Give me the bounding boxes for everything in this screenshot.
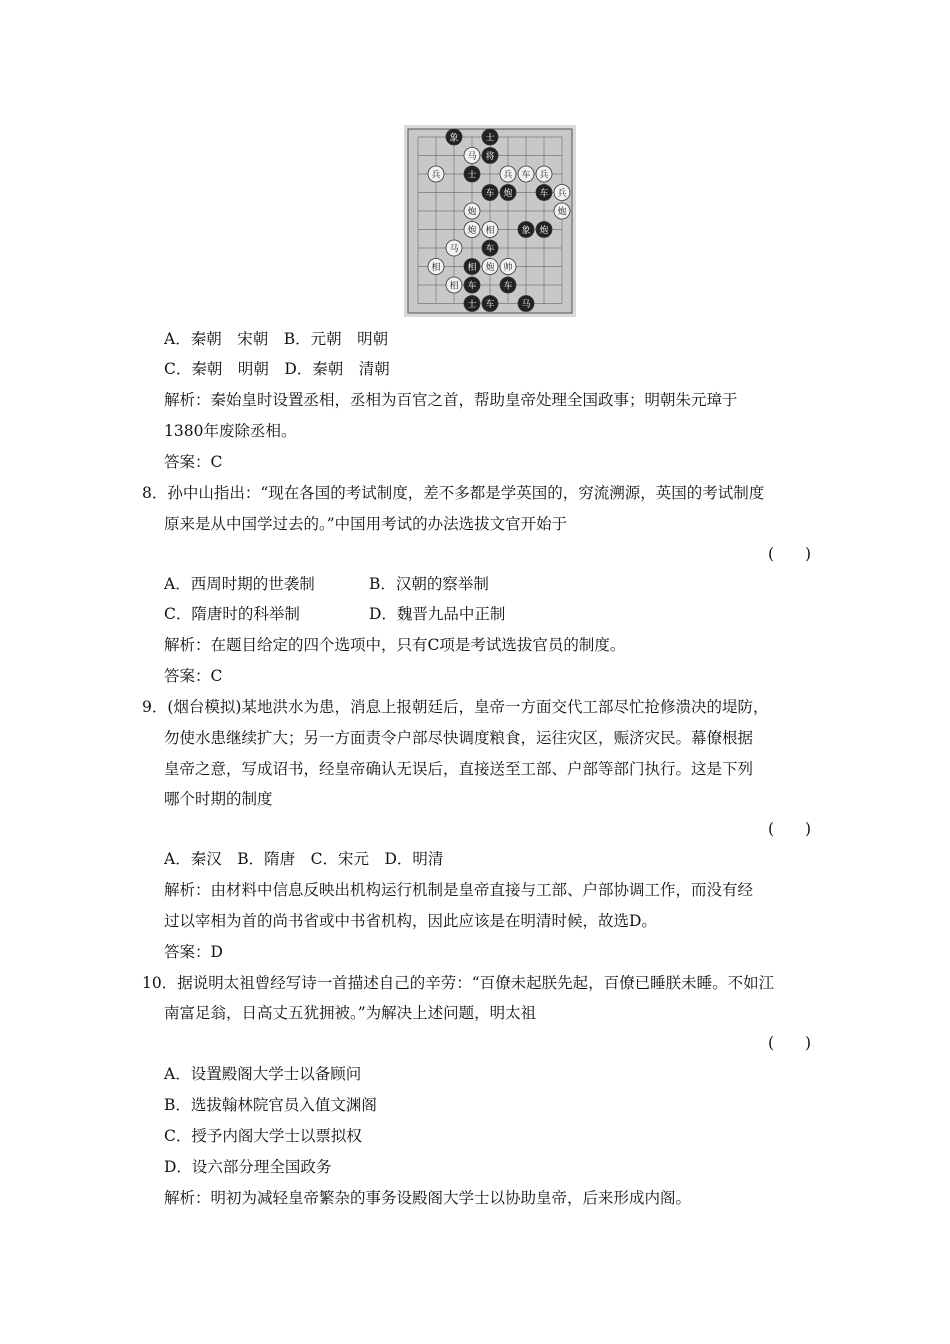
black-piece <box>464 277 480 293</box>
black-piece <box>464 166 480 182</box>
black-piece <box>482 185 498 201</box>
red-piece <box>428 259 444 275</box>
red-piece <box>500 259 516 275</box>
svg-text:车: 车 <box>485 300 495 310</box>
svg-text:兵: 兵 <box>539 170 549 181</box>
svg-text:象: 象 <box>449 133 459 144</box>
q7-options-cd: C．秦朝 明朝 D．秦朝 清朝 <box>164 360 390 378</box>
svg-text:马: 马 <box>467 152 477 162</box>
svg-text:相: 相 <box>485 226 495 236</box>
svg-text:相: 相 <box>467 263 477 273</box>
black-piece <box>536 185 552 201</box>
black-piece <box>482 129 498 145</box>
q7-analysis-line2: 1380年废除丞相。 <box>164 422 297 440</box>
q10-stem-line1: 10．据说明太祖曾经写诗一首描述自己的辛劳：“百僚未起朕先起，百僚已睡朕未睡。不如江 <box>142 974 775 992</box>
svg-text:炮: 炮 <box>539 226 549 236</box>
svg-text:车: 车 <box>503 281 513 292</box>
svg-text:士: 士 <box>467 170 477 181</box>
q9-answer: 答案：D <box>164 943 223 961</box>
black-piece <box>518 222 534 238</box>
q9-stem-line3: 皇帝之意，写成诏书，经皇帝确认无误后，直接送至工部、户部等部门执行。这是下列 <box>164 760 754 778</box>
svg-text:士: 士 <box>485 133 495 144</box>
svg-text:炮: 炮 <box>557 207 567 218</box>
q8-stem-line2: 原来是从中国学过去的。”中国用考试的办法选拔文官开始于 <box>164 515 568 533</box>
black-piece <box>536 222 552 238</box>
q9-analysis-line2: 过以宰相为首的尚书省或中书省机构，因此应该是在明清时候，故选D。 <box>164 912 657 930</box>
black-piece <box>482 148 498 164</box>
svg-text:车: 车 <box>521 170 531 181</box>
q8-option-a: A．西周时期的世袭制 <box>164 575 315 593</box>
svg-text:炮: 炮 <box>485 263 495 273</box>
chess-board-image <box>404 125 576 317</box>
svg-text:相: 相 <box>431 263 441 273</box>
red-piece <box>464 222 480 238</box>
black-piece <box>518 296 534 312</box>
q7-options-ab: A．秦朝 宋朝 B．元朝 明朝 <box>164 330 389 348</box>
q8-stem-line1: 8．孙中山指出：“现在各国的考试制度，差不多都是学英国的，穷流溯源，英国的考试制度 <box>142 484 765 502</box>
svg-text:兵: 兵 <box>557 189 567 199</box>
q8-answer: 答案：C <box>164 667 223 685</box>
red-piece <box>518 166 534 182</box>
svg-text:炮: 炮 <box>467 207 477 218</box>
q10-option-d: D．设六部分理全国政务 <box>164 1158 332 1176</box>
svg-text:帅: 帅 <box>503 263 513 273</box>
q10-answer-blank: ( ) <box>768 1034 812 1052</box>
q9-options: A．秦汉 B．隋唐 C．宋元 D．明清 <box>164 850 444 868</box>
red-piece <box>446 277 462 293</box>
q8-answer-blank: ( ) <box>768 545 812 563</box>
q9-answer-blank: ( ) <box>768 820 812 838</box>
q10-stem-line2: 南富足翁，日高丈五犹拥被。”为解决上述问题，明太祖 <box>164 1004 537 1022</box>
red-piece <box>500 166 516 182</box>
q8-option-b: B．汉朝的察举制 <box>369 575 489 593</box>
black-piece <box>464 259 480 275</box>
q10-option-c: C．授予内阁大学士以票拟权 <box>164 1127 362 1145</box>
svg-text:兵: 兵 <box>431 170 441 181</box>
q9-stem-line1: 9．(烟台模拟)某地洪水为患，消息上报朝廷后，皇帝一方面交代工部尽忙抢修溃决的堤防， <box>142 698 769 716</box>
black-piece <box>500 185 516 201</box>
svg-text:炮: 炮 <box>467 226 477 236</box>
svg-text:象: 象 <box>521 226 531 236</box>
black-piece <box>482 240 498 256</box>
black-piece <box>446 129 462 145</box>
svg-text:车: 车 <box>485 244 495 255</box>
q10-option-b: B．选拔翰林院官员入值文渊阁 <box>164 1096 377 1114</box>
svg-text:士: 士 <box>467 300 477 310</box>
svg-text:车: 车 <box>539 189 549 199</box>
black-piece <box>500 277 516 293</box>
red-piece <box>464 148 480 164</box>
q9-stem-line4: 哪个时期的制度 <box>164 790 273 808</box>
svg-text:炮: 炮 <box>503 189 513 199</box>
q10-option-a: A．设置殿阁大学士以备顾问 <box>164 1065 362 1083</box>
q8-analysis: 解析：在题目给定的四个选项中，只有C项是考试选拔官员的制度。 <box>164 636 626 654</box>
svg-text:车: 车 <box>467 281 477 292</box>
red-piece <box>482 222 498 238</box>
svg-text:车: 车 <box>485 189 495 199</box>
q7-analysis-line1: 解析：秦始皇时设置丞相，丞相为百官之首，帮助皇帝处理全国政事；明朝朱元璋于 <box>164 391 738 409</box>
svg-text:马: 马 <box>449 244 459 255</box>
red-piece <box>446 240 462 256</box>
red-piece <box>554 203 570 219</box>
red-piece <box>536 166 552 182</box>
red-piece <box>554 185 570 201</box>
red-piece <box>428 166 444 182</box>
svg-text:兵: 兵 <box>503 170 513 181</box>
q9-analysis-line1: 解析：由材料中信息反映出机构运行机制是皇帝直接与工部、户部协调工作，而没有经 <box>164 881 754 899</box>
q7-answer: 答案：C <box>164 453 223 471</box>
svg-text:马: 马 <box>521 300 531 310</box>
svg-text:将: 将 <box>485 152 495 162</box>
q9-stem-line2: 勿使水患继续扩大；另一方面责令户部尽快调度粮食，运往灾区，赈济灾民。幕僚根据 <box>164 729 754 747</box>
svg-text:相: 相 <box>449 281 459 292</box>
q8-option-c: C．隋唐时的科举制 <box>164 605 300 623</box>
red-piece <box>464 203 480 219</box>
black-piece <box>464 296 480 312</box>
q10-analysis: 解析：明初为减轻皇帝繁杂的事务设殿阁大学士以协助皇帝，后来形成内阁。 <box>164 1189 692 1207</box>
red-piece <box>482 259 498 275</box>
black-piece <box>482 296 498 312</box>
q8-option-d: D．魏晋九品中正制 <box>369 605 506 623</box>
